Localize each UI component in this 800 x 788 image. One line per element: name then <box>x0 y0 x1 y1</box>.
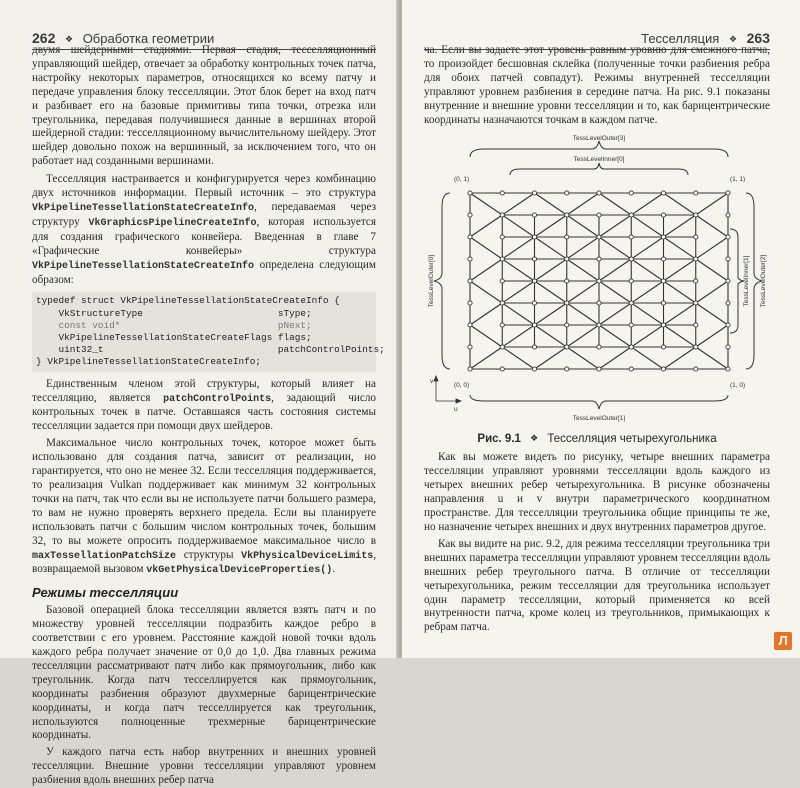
grid-edge <box>535 237 567 259</box>
paragraph: двумя шейдерными стадиями. Первая стадия, тесселляционный управляющий шейдер, отвечает за обработку контрольных точек патча, настройку некоторых параметров, относящихся ко всему патчу и передаче управления блоку тесселляции. Этот блок берет на вход патч и разбивает его на базовые примитивы типа точки, отрезка или треугольника, передавая получившиеся данные в вершинах второй шейдерной стадии: тесселляционному вычислительному шейдеру. Этот шейдер довольно похож на вершинный, за исключением того, что он работает над созданными вершинами. <box>32 44 376 168</box>
grid-vertex <box>468 345 472 349</box>
grid-vertex <box>532 301 536 305</box>
grid-vertex <box>468 213 472 217</box>
grid-vertex <box>629 323 633 327</box>
grid-vertex <box>565 367 569 371</box>
corner-00: (0, 0) <box>454 382 470 390</box>
brace-outer-top <box>470 141 728 157</box>
diamond-icon: ❖ <box>728 34 738 44</box>
grid-edge <box>502 259 534 281</box>
grid-vertex <box>726 191 730 195</box>
grid-vertex <box>532 257 536 261</box>
paragraph: Как вы можете видеть по рисунку, четыре внешних параметра тесселляции управляют уровнями тесселляции вдоль каждого из четырех внешних ребер четырехугольника. В рисунке обозначены направления u и v внутри параметрического координатном пространстве. Для тесселляции треугольника общие принципы те же, но назначение четырех внешних и двух внутренних параметров другое. <box>424 451 770 533</box>
grid-edge <box>599 193 631 215</box>
right-running-head <box>424 30 770 50</box>
grid-vertex <box>565 323 569 327</box>
grid-edge <box>502 347 534 369</box>
grid-edge <box>599 325 631 347</box>
code-line: typedef struct VkPipelineTessellationStateCreateInfo { <box>36 295 340 307</box>
grid-vertex <box>500 367 504 371</box>
grid-edge <box>567 259 599 281</box>
left-chapter-title: Обработка геометрии <box>82 31 215 46</box>
paragraph: Базовой операцией блока тесселляции является взять патч и по множеству уровней тесселляции подразбить каждое ребро в соответствии с его уровнем. Расстояние каждой новой точки вдоль каждого ребра получает значение от 0,0 до 1,0. Два главных режима тесселляции рассматривают патч либо как прямоугольник, либо как треугольник. Когда патч тесселлируется как прямоугольник, координаты разбиения образуют двухмерные барицентрические координаты, и когда патч тесселлируется как треугольник, используются полноценные трехмерные барицентрические координаты. <box>32 604 376 742</box>
paragraph: Как вы видите на рис. 9.2, для режима тесселляции треугольника три внешних параметра тесселляции управляют уровнем тесселляции вдоль внешних ребер треугольного патча. В отличие от тесселляции четырехугольника, режим тесселляции для треугольника использует один параметр тесселляции, который применяется ко всей внутренности патча, кроме колец из треугольников, примыкающих к ребрам патча. <box>424 537 770 634</box>
grid-edge <box>599 347 631 369</box>
grid-vertex <box>629 235 633 239</box>
grid-edge <box>470 237 502 259</box>
grid-edge <box>599 281 631 303</box>
section-heading: Режимы тесселляции <box>32 585 179 601</box>
uv-axes <box>434 376 461 403</box>
grid-edge <box>696 215 728 237</box>
grid-edge <box>696 281 728 303</box>
tessellation-figure <box>424 133 770 431</box>
grid-edge <box>502 237 534 259</box>
grid-edge <box>631 347 663 369</box>
grid-vertex <box>532 323 536 327</box>
grid-vertex <box>500 279 504 283</box>
grid-vertex <box>500 257 504 261</box>
grid-edge <box>470 303 502 325</box>
grid-edge <box>696 259 728 281</box>
label-inner0: TessLevelInner[0] <box>573 156 625 164</box>
grid-vertex <box>726 301 730 305</box>
grid-vertex <box>694 301 698 305</box>
grid-vertex <box>629 279 633 283</box>
brace-outer-left <box>434 193 450 369</box>
grid-vertex <box>468 191 472 195</box>
grid-vertex <box>532 235 536 239</box>
grid-edge <box>567 215 599 237</box>
figure-number: Рис. 9.1 <box>477 433 521 446</box>
grid-edge <box>470 259 502 281</box>
grid-edge <box>664 215 696 237</box>
grid-edge <box>696 237 728 259</box>
code-line: } VkPipelineTessellationStateCreateInfo; <box>36 356 262 368</box>
grid-vertex <box>565 345 569 349</box>
grid-edge <box>631 215 663 237</box>
grid-edge <box>664 347 696 369</box>
grid-vertex <box>629 345 633 349</box>
grid-edge <box>664 281 696 303</box>
grid-edge <box>470 215 502 237</box>
grid-vertex <box>661 213 665 217</box>
grid-vertex <box>532 345 536 349</box>
grid-edge <box>535 325 567 347</box>
grid-edge <box>535 193 567 215</box>
grid-vertex <box>694 257 698 261</box>
grid-edge <box>567 325 599 347</box>
grid-edge <box>631 303 663 325</box>
grid-vertex <box>694 235 698 239</box>
grid-vertex <box>597 323 601 327</box>
label-outer3: TessLevelOuter[3] <box>572 135 626 143</box>
grid-vertex <box>661 345 665 349</box>
grid-edge <box>567 281 599 303</box>
corner-10: (1, 0) <box>730 382 746 390</box>
grid-edge <box>502 193 534 215</box>
grid-edge <box>502 281 534 303</box>
figure-caption-text: Тесселляция четырехугольника <box>547 433 717 446</box>
grid-vertex <box>565 279 569 283</box>
paragraph: Тесселляция настраивается и конфигурируется через комбинацию двух источников информации. Первый источник – это структура VkPipelineTessellationStateCreateInfo, передаваемая через структуру VkGraphicsPipelineCreateInfo, которая используется для создания графического конвейера. Введенная в главе 7 «Графические конвейеры» структура VkPipelineTessellationStateCreateInfo определена следующим образом: <box>32 173 376 286</box>
code-block <box>32 292 385 371</box>
figure-caption <box>424 433 770 445</box>
grid-edge <box>567 347 599 369</box>
grid-vertex <box>468 235 472 239</box>
grid-edge <box>567 193 599 215</box>
grid-edge <box>631 259 663 281</box>
paragraph: ча. Если вы задаете этот уровень равным уровню для смежного патча, то произойдет бесшовная склейка (полученные точки разбиения ребра для обоих патчей совпадут). Режимы внутренней тесселляции управляют уровнем разбиения в середине патча. На рис. 9.1 показаны внутренние и внешние уровни тесселляции и то, как барицентрические координаты назначаются точкам в каждом патче. <box>424 44 770 126</box>
grid-vertex <box>597 235 601 239</box>
label-outer2: TessLevelOuter[2] <box>760 255 767 308</box>
grid-vertex <box>565 235 569 239</box>
grid-vertex <box>726 323 730 327</box>
grid-vertex <box>532 279 536 283</box>
grid-vertex <box>500 235 504 239</box>
brace-inner-top <box>510 163 688 175</box>
left-page <box>0 0 398 787</box>
grid-vertex <box>468 323 472 327</box>
left-page-number: 262 <box>32 30 56 46</box>
grid-edge <box>696 325 728 347</box>
grid-vertex <box>597 367 601 371</box>
grid-vertex <box>661 323 665 327</box>
grid-vertex <box>597 213 601 217</box>
grid-edge <box>631 193 663 215</box>
grid-vertex <box>629 191 633 195</box>
grid-edge <box>696 347 728 369</box>
grid-vertex <box>500 213 504 217</box>
grid-vertex <box>532 213 536 217</box>
grid-edge <box>567 303 599 325</box>
grid-edge <box>470 325 502 347</box>
brace-outer-bottom <box>470 395 728 409</box>
grid-vertex <box>565 257 569 261</box>
grid-edge <box>502 325 534 347</box>
grid-edge <box>599 303 631 325</box>
grid-edge <box>631 237 663 259</box>
axis-v-label: v <box>430 378 434 386</box>
label-outer0: TessLevelOuter[0] <box>428 255 435 308</box>
grid-vertex <box>694 367 698 371</box>
grid-edge <box>696 303 728 325</box>
corner-01: (0, 1) <box>454 176 470 184</box>
code-line: VkPipelineTessellationStateCreateFlags flags; <box>36 332 312 344</box>
grid-vertex <box>629 367 633 371</box>
grid-vertex <box>661 191 665 195</box>
grid-edge <box>567 237 599 259</box>
grid-edge <box>470 281 502 303</box>
right-chapter-title: Тесселляция <box>641 31 720 46</box>
publisher-logo-icon: Л <box>774 632 792 650</box>
grid-edge <box>535 215 567 237</box>
grid-vertex <box>661 301 665 305</box>
diamond-icon: ❖ <box>530 433 539 444</box>
grid-edge <box>470 193 502 215</box>
right-page <box>402 0 800 658</box>
grid-edge <box>599 237 631 259</box>
header-rule <box>424 49 770 50</box>
grid-vertex <box>726 213 730 217</box>
grid-vertex <box>532 191 536 195</box>
grid-vertex <box>500 323 504 327</box>
code-line: VkStructureType sType; <box>36 307 312 319</box>
grid-edge <box>535 347 567 369</box>
grid-vertex <box>661 257 665 261</box>
grid-vertex <box>629 257 633 261</box>
grid-vertex <box>597 257 601 261</box>
grid-vertex <box>597 191 601 195</box>
grid-edge <box>502 303 534 325</box>
grid-edge <box>664 237 696 259</box>
grid-edge <box>470 347 502 369</box>
code-line: const void* pNext; <box>36 319 312 331</box>
grid-edge <box>664 193 696 215</box>
grid-vertex <box>500 301 504 305</box>
grid-edge <box>535 281 567 303</box>
grid-vertex <box>694 191 698 195</box>
axis-u-label: u <box>454 406 458 414</box>
grid-vertex <box>629 213 633 217</box>
grid-vertex <box>468 257 472 261</box>
quad-tessellation-diagram <box>424 133 770 431</box>
grid-vertex <box>565 191 569 195</box>
grid-vertex <box>468 367 472 371</box>
grid-vertex <box>661 235 665 239</box>
grid-edge <box>599 259 631 281</box>
right-page-number: 263 <box>746 30 770 46</box>
grid-vertex <box>726 279 730 283</box>
grid-vertex <box>726 345 730 349</box>
paragraph: Единственным членом этой структуры, который влияет на тесселляцию, является patchControlPoints, задающий число контрольных точек в патче. Оставшаяся часть состояния системы тесселляции задается при помощи двух шейдеров. <box>32 377 376 433</box>
grid-edge <box>535 259 567 281</box>
grid-edge <box>631 325 663 347</box>
grid-vertex <box>597 301 601 305</box>
grid-edge <box>599 215 631 237</box>
grid-vertex <box>500 345 504 349</box>
grid-vertex <box>500 191 504 195</box>
grid-edge <box>631 281 663 303</box>
grid-vertex <box>726 367 730 371</box>
grid-vertex <box>661 367 665 371</box>
grid-edge <box>664 325 696 347</box>
grid-vertex <box>694 213 698 217</box>
grid-vertex <box>661 279 665 283</box>
grid-vertex <box>597 279 601 283</box>
grid-edge <box>502 215 534 237</box>
label-inner1: TessLevelInner[1] <box>743 255 750 307</box>
left-running-head <box>32 30 376 50</box>
grid-vertex <box>565 301 569 305</box>
grid-vertex <box>694 279 698 283</box>
paragraph: Максимальное число контрольных точек, которое может быть использовано для создания патча, зависит от реализации, но гарантируется, что оно не менее 32. Если тесселляция поддерживается, то реализация Vulkan поддерживает как минимум 32 контрольных точки на патч, так что если вы не используете патчи большего размера, то вам не нужно проверять верхнего предела. Если вы планируете использовать патчи с большим числом контрольных точек, большим 32, то вы можете опросить поддерживаемое максимальное число в maxTessellationPatchSize структуры VkPhysicalDeviceLimits, возвращаемой вызовом vkGetPhysicalDeviceProperties(). <box>32 437 376 577</box>
corner-11: (1, 1) <box>730 176 746 184</box>
grid-vertex <box>726 257 730 261</box>
grid-vertex <box>629 301 633 305</box>
grid-vertex <box>532 367 536 371</box>
grid-vertex <box>694 345 698 349</box>
grid-edge <box>664 303 696 325</box>
code-line: uint32_t patchControlPoints; <box>36 344 385 356</box>
grid-edge <box>535 303 567 325</box>
grid-edge <box>664 259 696 281</box>
grid-edge <box>696 193 728 215</box>
grid-vertex <box>726 235 730 239</box>
brace-inner-right <box>730 229 744 333</box>
grid-vertex <box>565 213 569 217</box>
header-rule <box>32 49 376 50</box>
paragraph: У каждого патча есть набор внутренних и внешних уровней тесселляции. Внешние уровни тесселляции управляют уровнем разбиения вдоль внешних ребер патча <box>32 746 376 787</box>
label-outer1: TessLevelOuter[1] <box>572 415 626 423</box>
diamond-icon: ❖ <box>64 34 74 44</box>
grid-vertex <box>468 279 472 283</box>
grid-vertex <box>468 301 472 305</box>
grid-vertex <box>597 345 601 349</box>
grid-vertex <box>694 323 698 327</box>
